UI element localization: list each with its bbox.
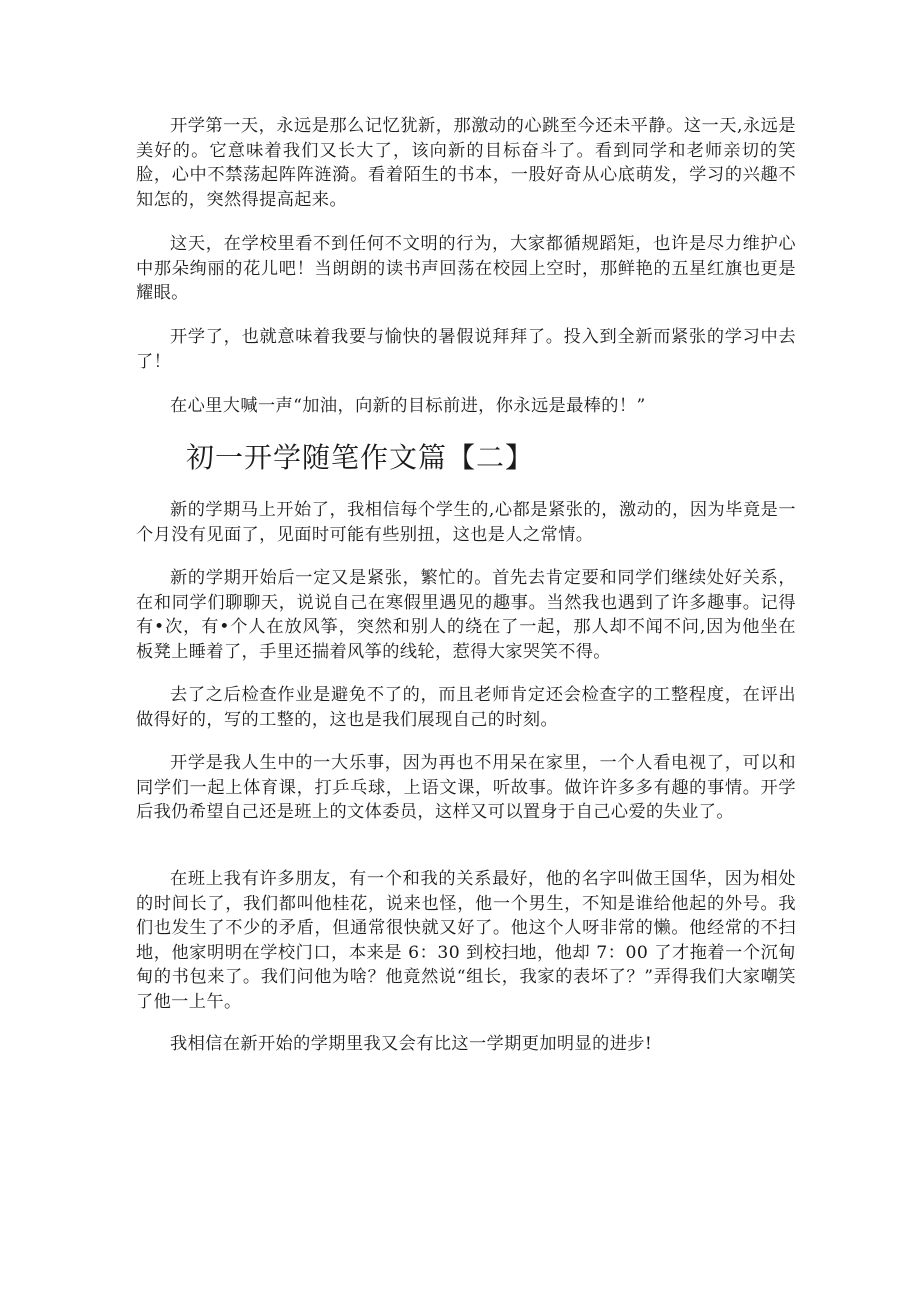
paragraph: 我相信在新开始的学期里我又会有比这一学期更加明显的进步! <box>170 1034 653 1054</box>
paragraph: 在班上我有许多朋友，有一个和我的关系最好，他的名字叫做王国华，因为相处的时间长了，我们都叫他桂花，说来也怪，他一个男生，不知是谁给他起的外号。我们也发生了不少的矛盾，但通常很快就又好了。他这个人呀非常的懒。他经常的不扫地，他家明明在学校门口，本来是 6：30 到校扫地，他却 7：00 了才拖着一个沉甸甸的书包来了。我们问他为啥？他竟然说“组长，我家的表坏了？”弄得我们大家嘲笑了他一上午。 <box>136 869 796 1012</box>
paragraph: 在心里大喊一声“加油，向新的目标前进，你永远是最棒的！” <box>170 396 646 416</box>
section-heading: 初一开学随笔作文篇【二】 <box>186 441 535 474</box>
paragraph: 新的学期开始后一定又是紧张，繁忙的。首先去肯定要和同学们继续处好关系，在和同学们聊聊天，说说自己在寒假里遇见的趣事。当然我也遇到了许多趣事。记得有•次，有•个人在放风筝，突然和别人的绕在了一起，那人却不闻不问,因为他坐在板凳上睡着了，手里还揣着风筝的线轮，惹得大家哭笑不得。 <box>136 568 796 662</box>
paragraph: 去了之后检查作业是避免不了的，而且老师肯定还会检查字的工整程度，在评出做得好的，写的工整的，这也是我们展现自己的时刻。 <box>136 685 796 730</box>
paragraph: 新的学期马上开始了，我相信每个学生的,心都是紧张的，激动的，因为毕竟是一个月没有见面了，见面时可能有些别扭，这也是人之常情。 <box>136 500 796 545</box>
paragraph: 这天，在学校里看不到任何不文明的行为，大家都循规蹈矩，也许是尽力维护心中那朵绚丽的花儿吧！当朗朗的读书声回荡在校园上空时，那鲜艳的五星红旗也更是耀眼。 <box>136 234 796 303</box>
paragraph: 开学了，也就意味着我要与愉快的暑假说拜拜了。投入到全新而紧张的学习中去了！ <box>136 327 796 372</box>
paragraph: 开学第一天，永远是那么记忆犹新，那激动的心跳至今还未平静。这一天,永远是美好的。它意味着我们又长大了，该向新的目标奋斗了。看到同学和老师亲切的笑脸，心中不禁荡起阵阵涟漪。看着陌生的书本，一股好奇从心底萌发，学习的兴趣不知怎的，突然得提高起来。 <box>136 116 796 210</box>
paragraph: 开学是我人生中的一大乐事，因为再也不用呆在家里，一个人看电视了，可以和同学们一起上体育课，打乒乓球，上语文课，听故事。做许许多多有趣的事情。开学后我仍希望自己还是班上的文体委员，这样又可以置身于自己心爱的失业了。 <box>136 753 796 822</box>
